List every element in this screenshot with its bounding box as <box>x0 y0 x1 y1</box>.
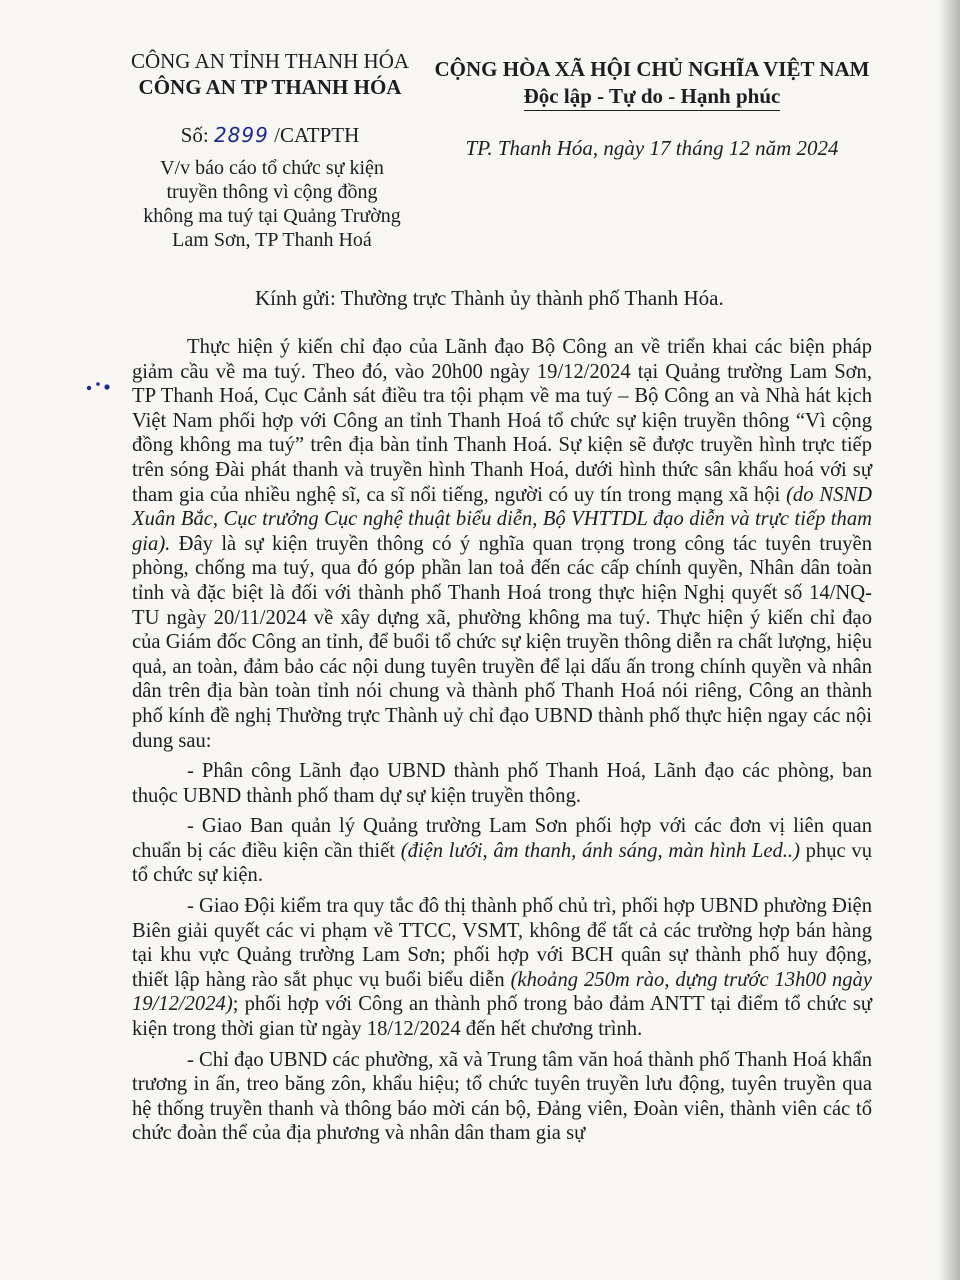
agency-name: CÔNG AN TP THANH HÓA <box>138 75 402 99</box>
p1-text-italic: (do NSND Xuân Bắc, Cục trưởng Cục nghệ thuật biểu diễn, Bộ VHTTDL đạo diễn và trực tiếp tham gia). <box>132 483 872 555</box>
body-paragraph-1 <box>132 335 872 753</box>
national-motto: Độc lập - Tự do - Hạnh phúc <box>524 83 781 111</box>
item3-text-italic: (khoảng 250m rào, dựng trước 13h00 ngày 19/12/2024) <box>132 968 872 1016</box>
item3-text-b: ; phối hợp với Công an thành phố trong bảo đảm ANTT tại điểm tổ chức sự kiện trong thời gian từ ngày 18/12/2024 đến hết chương trình. <box>132 993 872 1041</box>
request-item-3 <box>132 894 872 1042</box>
item2-text-italic: (điện lưới, âm thanh, ánh sáng, màn hình Led..) <box>400 839 800 862</box>
request-item-1: - Phân công Lãnh đạo UBND thành phố Thanh Hoá, Lãnh đạo các phòng, ban thuộc UBND thành phố tham dự sự kiện truyền thông. <box>132 760 872 807</box>
recipient-line: Kính gửi: Thường trực Thành ủy thành phố Thanh Hóa. <box>255 286 724 310</box>
document-body <box>132 335 872 1146</box>
number-suffix: /CATPTH <box>268 123 360 147</box>
item3-text-a: - Giao Đội kiểm tra quy tắc đô thị thành phố chủ trì, phối hợp UBND phường Điện Biên giải quyết các vi phạm về TTCC, VSMT, không để tất cả các trường hợp bán hàng tại khu vực Quảng trường Lam Sơn; phối hợp với BCH quân sự thành phố huy động, thiết lập hàng rào sắt phục vụ buổi biểu diễn <box>132 895 872 991</box>
number-prefix: Số: <box>180 123 214 147</box>
national-title: CỘNG HÒA XÃ HỘI CHỦ NGHĨA VIỆT NAM <box>434 57 870 81</box>
document-number <box>120 122 420 148</box>
national-header-block <box>432 55 872 161</box>
item2-text-b: phục vụ tổ chức sự kiện. <box>132 839 873 887</box>
p1-text-a: Thực hiện ý kiến chỉ đạo của Lãnh đạo Bộ Công an về triển khai các biện pháp giảm cầu về ma tuý. Theo đó, vào 20h00 ngày 19/12/2024 tại Quảng trường Lam Sơn, TP Thanh Hoá, Cục Cảnh sát điều tra tội phạm về ma tuý – Bộ Công an và Nhà hát kịch Việt Nam phối hợp với Công an tỉnh Thanh Hoá tổ chức sự kiện truyền thông “Vì cộng đồng không ma tuý” trên địa bàn tỉnh Thanh Hoá. Sự kiện sẽ được truyền hình trực tiếp trên sóng Đài phát thanh và truyền hình Thanh Hoá, dưới hình thức sân khấu hoá với sự tham gia của nhiều nghệ sĩ, ca sĩ nổi tiếng, người có uy tín trong mạng xã hội <box>132 336 872 506</box>
place-and-date: TP. Thanh Hóa, ngày 17 tháng 12 năm 2024 <box>465 136 839 160</box>
request-item-2 <box>132 814 872 888</box>
p1-text-b: Đây là sự kiện truyền thông có ý nghĩa quan trọng trong công tác tuyên truyền phòng, chống ma tuý, qua đó góp phần lan toả đến các cấp chính quyền, Nhân dân toàn tỉnh và đặc biệt là đối với thành phố Thanh Hoá trong thực hiện Nghị quyết số 14/NQ-TU ngày 20/11/2024 về xây dựng xã, phường không ma tuý. Thực hiện ý kiến chỉ đạo của Giám đốc Công an tỉnh, để buổi tổ chức sự kiện truyền thông diễn ra chất lượng, hiệu quả, an toàn, đảm bảo các nội dung tuyên truyền để lại dấu ấn trong chính quyền và nhân dân trên địa bàn toàn tỉnh nói chung và thành phố Thanh Hoá nói riêng, Công an thành phố kính đề nghị Thường trực Thành uỷ chỉ đạo UBND thành phố thực hiện ngay các nội dung sau: <box>132 532 872 752</box>
request-item-4: - Chỉ đạo UBND các phường, xã và Trung tâm văn hoá thành phố Thanh Hoá khẩn trương in ấn, treo băng zôn, khẩu hiệu; tổ chức tuyên truyền lưu động, tuyên truyền qua hệ thống truyền thanh và thông báo mời cán bộ, Đảng viên, Đoàn viên, thành viên các tổ chức đoàn thể của địa phương và nhân dân tham gia sự <box>132 1048 872 1145</box>
ink-dots-icon <box>85 378 115 394</box>
page-edge-shadow <box>938 0 960 1280</box>
document-subject: V/v báo cáo tổ chức sự kiện truyền thông vì cộng đồng không ma tuý tại Quảng Trường Lam Sơn, TP Thanh Hoá <box>143 157 401 251</box>
item2-text-a: - Giao Ban quản lý Quảng trường Lam Sơn phối hợp với các đơn vị liên quan chuẩn bị các điều kiện cần thiết <box>132 815 872 862</box>
handwritten-number: 2899 <box>213 123 269 147</box>
issuing-agency-block <box>120 48 420 252</box>
agency-parent: CÔNG AN TỈNH THANH HÓA <box>130 49 410 73</box>
